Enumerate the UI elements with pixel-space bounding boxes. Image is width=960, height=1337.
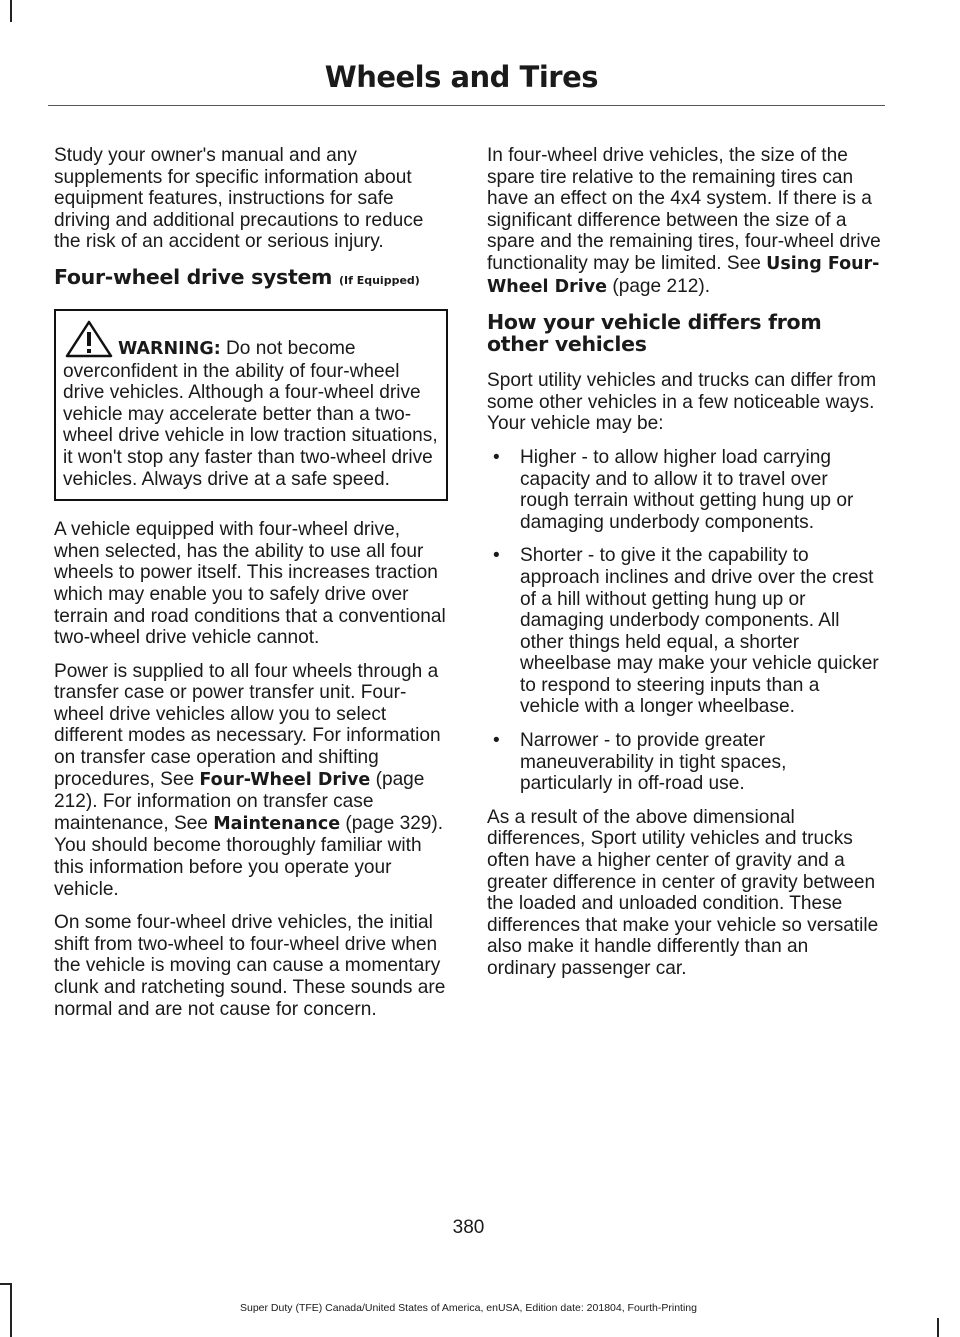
page-title: Wheels and Tires: [324, 60, 598, 94]
paragraph-power-supplied: [54, 661, 448, 901]
bullet: •: [493, 730, 500, 752]
footer-edition: Super Duty (TFE) Canada/United States of America, enUSA, Edition date: 201804, Fourth-Printing: [240, 1302, 697, 1314]
bullet: •: [493, 446, 500, 468]
paragraph-four-wheel-drive: A vehicle equipped with four-wheel drive, when selected, has the ability to use all four wheels to power itself. This increases traction which may enable you to safely drive over terrain and road conditions that a conventional two-wheel drive vehicle cannot.: [54, 519, 446, 649]
list-item: [487, 545, 881, 718]
crop-mark-bottom-right: [937, 1318, 939, 1337]
differences-list: [487, 447, 881, 795]
section-heading-vehicle-differs: How your vehicle differs from other vehicles: [487, 310, 822, 357]
heading-if-equipped: (If Equipped): [338, 273, 420, 287]
warning-text: [63, 338, 440, 490]
text-segment: In four-wheel drive vehicles, the size of the spare tire relative to the remaining tires can have an effect on the 4x4 system. If there is a significant difference between the size of a spare and the remaining tires, four-wheel drive functionality may be limited. See: [487, 145, 881, 274]
header-rule: [48, 105, 885, 106]
paragraph-initial-shift: On some four-wheel drive vehicles, the initial shift from two-wheel to four-wheel drive when the vehicle is moving can cause a momentary clunk and ratcheting sound. These sounds are normal and are not cause for concern.: [54, 912, 446, 1020]
text-segment: (page 329). You should become thoroughly familiar with this information before you operate your vehicle.: [54, 812, 444, 900]
list-item: [487, 730, 881, 795]
paragraph-center-of-gravity: As a result of the above dimensional differences, Sport utility vehicles and trucks often have a higher center of gravity and a greater difference in center of gravity between the loaded and unloaded condition. These differences that make your vehicle so versatile also make it handle differently than an ordinary passenger car.: [487, 806, 879, 979]
list-item-text: Higher - to allow higher load carrying capacity and to allow it to travel over rough terrain without getting hung up or damaging underbody components.: [520, 446, 854, 533]
right-column: [487, 145, 881, 992]
text-segment: (page 212).: [607, 275, 710, 297]
heading-main: Four-wheel drive system: [54, 264, 333, 289]
paragraph-sport-utility: Sport utility vehicles and trucks can differ from some other vehicles in a few noticeable ways. Your vehicle may be:: [487, 370, 877, 435]
intro-paragraph: Study your owner's manual and any supplements for specific information about equipment features, instructions for safe driving and additional precautions to reduce the risk of an accident or serious injury.: [54, 145, 424, 253]
left-column: [54, 145, 448, 1032]
paragraph-spare-tire: [487, 145, 881, 298]
link-four-wheel-drive[interactable]: Four-Wheel Drive: [199, 769, 371, 790]
link-using-four-wheel-drive[interactable]: Using Four-Wheel Drive: [487, 253, 880, 297]
text-segment: Power is supplied to all four wheels through a transfer case or power transfer unit. Four-wheel drive vehicles allow you to select different modes as necessary. For information on transfer case operation and shifting procedures, See: [54, 660, 441, 790]
warning-box: [54, 309, 448, 501]
list-item-text: Narrower - to provide greater maneuverability in tight spaces, particularly in off-road use.: [520, 730, 787, 795]
list-item-text: Shorter - to give it the capability to approach inclines and drive over the crest of a hill without getting hung up or damaging underbody components. All other things held equal, a shorter wheelbase may make your vehicle quicker to respond to steering inputs than a vehicle with a longer wheelbase.: [520, 545, 879, 718]
list-item: [487, 447, 881, 533]
text-segment: (page 212). For information on transfer case maintenance, See: [54, 768, 425, 834]
page-number: 380: [452, 1217, 485, 1238]
warning-triangle-icon: [64, 319, 114, 359]
warning-label: WARNING:: [118, 338, 221, 359]
link-maintenance[interactable]: Maintenance: [213, 813, 341, 834]
section-heading-four-wheel-drive: [54, 266, 448, 292]
crop-mark-top-left: [10, 0, 12, 22]
bullet: •: [493, 545, 500, 567]
crop-mark-bottom-left-h: [0, 1283, 12, 1285]
warning-body: Do not become overconfident in the ability of four-wheel drive vehicles. Although a four-wheel drive vehicle may accelerate better than a two-wheel drive vehicle in low traction situations, it won't stop any faster than two-wheel drive vehicles. Always drive at a safe speed.: [63, 337, 438, 490]
